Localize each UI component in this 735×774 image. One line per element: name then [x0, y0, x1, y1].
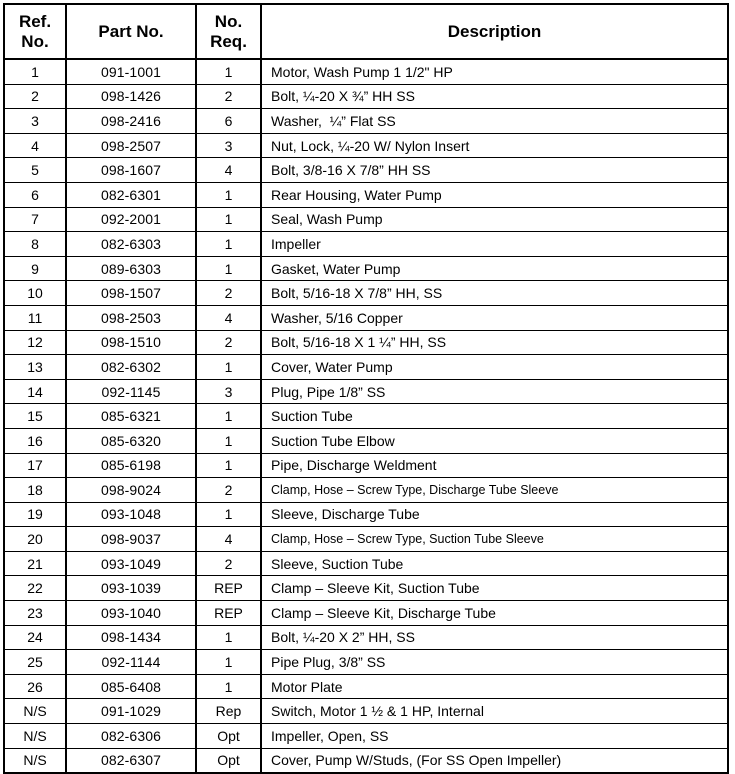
cell-no-req: 2 — [196, 330, 261, 355]
column-header-no-req-line2: Req. — [210, 31, 247, 51]
cell-part-no: 098-1426 — [66, 84, 196, 109]
table-row — [4, 428, 728, 453]
cell-description: Nut, Lock, ¼-20 W/ Nylon Insert — [261, 133, 728, 158]
cell-ref-no: 10 — [4, 281, 66, 306]
cell-no-req: 1 — [196, 650, 261, 675]
cell-part-no: 093-1048 — [66, 502, 196, 527]
cell-no-req: 1 — [196, 502, 261, 527]
cell-no-req: 1 — [196, 453, 261, 478]
cell-description: Clamp – Sleeve Kit, Discharge Tube — [261, 601, 728, 626]
table-row — [4, 527, 728, 552]
cell-no-req: 1 — [196, 207, 261, 232]
cell-part-no: 093-1040 — [66, 601, 196, 626]
table-row — [4, 158, 728, 183]
cell-no-req: 1 — [196, 625, 261, 650]
cell-ref-no: 3 — [4, 109, 66, 134]
cell-description: Suction Tube — [261, 404, 728, 429]
cell-description: Clamp, Hose – Screw Type, Suction Tube Sleeve — [261, 527, 728, 552]
cell-part-no: 098-1434 — [66, 625, 196, 650]
cell-description: Cover, Pump W/Studs, (For SS Open Impeller) — [271, 752, 562, 769]
cell-part-no: 092-1144 — [66, 650, 196, 675]
table-body — [4, 59, 728, 773]
table-row — [4, 256, 728, 281]
cell-description: Plug, Pipe 1/8” SS — [261, 379, 728, 404]
table-row — [4, 453, 728, 478]
cell-description: Motor Plate — [261, 674, 728, 699]
cell-description: Motor, Wash Pump 1 1/2" HP — [261, 59, 728, 84]
cell-no-req: Rep — [196, 699, 261, 724]
cell-part-no: 091-1029 — [66, 699, 196, 724]
table-row — [4, 109, 728, 134]
table-row — [4, 724, 728, 749]
column-header-part-no-line1: Part No. — [98, 21, 164, 41]
cell-part-no: 098-2507 — [66, 133, 196, 158]
table-row — [4, 576, 728, 601]
cell-ref-no: 2 — [4, 84, 66, 109]
cell-ref-no: 6 — [4, 182, 66, 207]
cell-no-req: 1 — [196, 355, 261, 380]
table-row — [4, 379, 728, 404]
cell-description: Pipe, Discharge Weldment — [261, 453, 728, 478]
cell-part-no: 085-6198 — [66, 453, 196, 478]
cell-part-no: 092-1145 — [66, 379, 196, 404]
cell-ref-no: 21 — [4, 551, 66, 576]
table-row — [4, 59, 728, 84]
cell-ref-no: 20 — [4, 527, 66, 552]
cell-no-req: 1 — [196, 182, 261, 207]
cell-no-req: 2 — [196, 281, 261, 306]
cell-part-no: 093-1049 — [66, 551, 196, 576]
table-row — [4, 330, 728, 355]
cell-no-req: 1 — [196, 428, 261, 453]
table-row — [4, 232, 728, 257]
cell-ref-no: 9 — [4, 256, 66, 281]
column-header-ref-no — [4, 4, 66, 59]
cell-description: Rear Housing, Water Pump — [261, 182, 728, 207]
cell-description: Pipe Plug, 3/8” SS — [261, 650, 728, 675]
cell-description: Bolt, 3/8-16 X 7/8” HH SS — [261, 158, 728, 183]
cell-no-req: Opt — [196, 748, 261, 773]
cell-description: Gasket, Water Pump — [261, 256, 728, 281]
table-row — [4, 551, 728, 576]
cell-ref-no: 15 — [4, 404, 66, 429]
cell-part-no: 098-2503 — [66, 305, 196, 330]
column-header-description — [261, 4, 728, 59]
cell-ref-no: 18 — [4, 478, 66, 503]
table-row — [4, 699, 728, 724]
cell-description: Bolt, ¼-20 X ¾” HH SS — [261, 84, 728, 109]
cell-no-req: 4 — [196, 305, 261, 330]
table-row — [4, 748, 728, 773]
cell-no-req: 1 — [196, 674, 261, 699]
table-row — [4, 182, 728, 207]
table-row — [4, 355, 728, 380]
cell-part-no: 098-2416 — [66, 109, 196, 134]
column-header-ref-no-line1: Ref. — [18, 12, 52, 32]
table-row — [4, 502, 728, 527]
table-row — [4, 625, 728, 650]
cell-part-no: 098-9037 — [66, 527, 196, 552]
cell-no-req: 1 — [196, 404, 261, 429]
cell-part-no: 082-6301 — [66, 182, 196, 207]
cell-part-no: 098-1607 — [66, 158, 196, 183]
cell-part-no: 098-9024 — [66, 478, 196, 503]
table-header — [4, 4, 728, 59]
cell-no-req: REP — [196, 576, 261, 601]
cell-description: Bolt, ¼-20 X 2” HH, SS — [261, 625, 728, 650]
cell-ref-no: 23 — [4, 601, 66, 626]
cell-no-req: 2 — [196, 551, 261, 576]
cell-no-req: REP — [196, 601, 261, 626]
table-row — [4, 674, 728, 699]
table-row — [4, 404, 728, 429]
cell-part-no: 098-1507 — [66, 281, 196, 306]
cell-ref-no: 5 — [4, 158, 66, 183]
cell-no-req: 6 — [196, 109, 261, 134]
cell-no-req: 1 — [196, 256, 261, 281]
cell-description: Clamp, Hose – Screw Type, Discharge Tube Sleeve — [261, 478, 728, 503]
cell-description: Cover, Water Pump — [261, 355, 728, 380]
cell-part-no: 093-1039 — [66, 576, 196, 601]
cell-no-req: 2 — [196, 478, 261, 503]
cell-ref-no: 17 — [4, 453, 66, 478]
cell-no-req: 4 — [196, 527, 261, 552]
cell-description: Bolt, 5/16-18 X 7/8” HH, SS — [261, 281, 728, 306]
cell-ref-no: N/S — [4, 748, 66, 773]
cell-ref-no: 13 — [4, 355, 66, 380]
table-row — [4, 478, 728, 503]
column-header-no-req — [196, 4, 261, 59]
cell-ref-no: 24 — [4, 625, 66, 650]
cell-description: Impeller, Open, SS — [261, 724, 728, 749]
table-row — [4, 601, 728, 626]
cell-description: Washer, 5/16 Copper — [261, 305, 728, 330]
cell-no-req: 4 — [196, 158, 261, 183]
cell-ref-no: N/S — [4, 724, 66, 749]
column-header-part-no — [66, 4, 196, 59]
cell-no-req: 1 — [196, 59, 261, 84]
cell-ref-no: 11 — [4, 305, 66, 330]
cell-part-no: 092-2001 — [66, 207, 196, 232]
cell-part-no: 082-6307 — [66, 748, 196, 773]
cell-description: Sleeve, Suction Tube — [261, 551, 728, 576]
cell-part-no: 085-6320 — [66, 428, 196, 453]
cell-ref-no: 4 — [4, 133, 66, 158]
cell-ref-no: N/S — [4, 699, 66, 724]
cell-part-no: 091-1001 — [66, 59, 196, 84]
parts-table-container — [3, 3, 727, 769]
cell-description: Clamp – Sleeve Kit, Suction Tube — [261, 576, 728, 601]
cell-description: Sleeve, Discharge Tube — [261, 502, 728, 527]
cell-part-no: 098-1510 — [66, 330, 196, 355]
cell-ref-no: 8 — [4, 232, 66, 257]
table-row — [4, 650, 728, 675]
column-header-ref-no-line2: No. — [21, 31, 49, 51]
cell-part-no: 089-6303 — [66, 256, 196, 281]
cell-ref-no: 22 — [4, 576, 66, 601]
cell-no-req: Opt — [196, 724, 261, 749]
cell-no-req: 2 — [196, 84, 261, 109]
cell-part-no: 082-6303 — [66, 232, 196, 257]
cell-part-no: 085-6321 — [66, 404, 196, 429]
cell-description: Impeller — [261, 232, 728, 257]
cell-ref-no: 16 — [4, 428, 66, 453]
parts-list-table — [3, 3, 729, 774]
cell-description: Washer, ¼” Flat SS — [261, 109, 728, 134]
cell-description: Bolt, 5/16-18 X 1 ¼” HH, SS — [261, 330, 728, 355]
table-row — [4, 133, 728, 158]
cell-ref-no: 19 — [4, 502, 66, 527]
cell-ref-no: 12 — [4, 330, 66, 355]
table-row — [4, 281, 728, 306]
table-row — [4, 84, 728, 109]
column-header-no-req-line1: No. — [214, 12, 243, 32]
cell-no-req: 3 — [196, 379, 261, 404]
table-header-row — [4, 4, 728, 59]
cell-no-req: 3 — [196, 133, 261, 158]
cell-ref-no: 26 — [4, 674, 66, 699]
cell-description: Suction Tube Elbow — [261, 428, 728, 453]
cell-ref-no: 1 — [4, 59, 66, 84]
cell-ref-no: 14 — [4, 379, 66, 404]
table-row — [4, 207, 728, 232]
cell-ref-no: 7 — [4, 207, 66, 232]
cell-part-no: 082-6302 — [66, 355, 196, 380]
cell-description: Seal, Wash Pump — [261, 207, 728, 232]
column-header-description-line1: Description — [447, 21, 542, 41]
cell-ref-no: 25 — [4, 650, 66, 675]
cell-no-req: 1 — [196, 232, 261, 257]
cell-part-no: 082-6306 — [66, 724, 196, 749]
cell-description: Switch, Motor 1 ½ & 1 HP, Internal — [261, 699, 728, 724]
cell-part-no: 085-6408 — [66, 674, 196, 699]
table-row — [4, 305, 728, 330]
